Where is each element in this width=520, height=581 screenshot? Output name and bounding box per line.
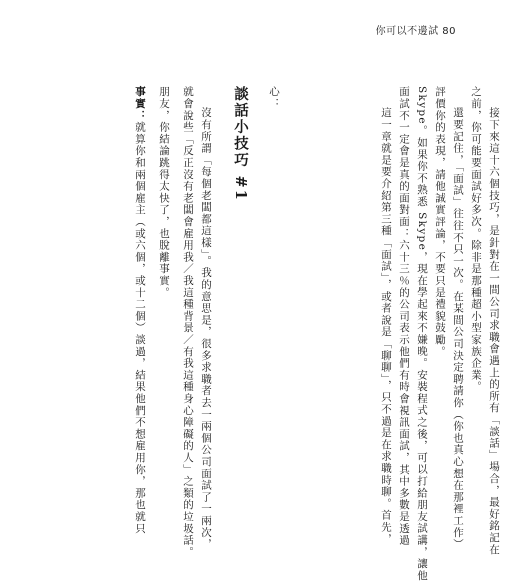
fact-label: 事實：: [134, 86, 146, 122]
paragraph-line: 心：: [268, 86, 280, 110]
running-header: 你可以不邊試 80: [375, 26, 456, 37]
paragraph-line: 這一章就是要介紹第三種「面試」，或者說是「聊聊」，只不過是在求職時聊。首先，: [380, 107, 392, 545]
paragraph-line: 面試不一定會是真的面對面：六十三％的公司表示他們有時會視訊面試，其中多數是透過: [398, 86, 410, 547]
section-heading: 談話小技巧 #1: [232, 86, 249, 202]
paragraph-line: 還要記住，「面試」往往不只一次。在某間公司決定聘請你（你也真心想在那裡工作）: [452, 107, 464, 551]
paragraph-line: 接下來這十六個技巧，是針對在一間公司求職會遇上的所有「談話」場合，最好銘記在: [488, 107, 500, 556]
tip-line: 沒有所謂「每個老闆都這樣」。我的意思是，很多求職者去一兩個公司面試了一兩次，: [200, 107, 212, 551]
paragraph-line: 之前，你可能要面試好多次。除非是那種超小型家族企業。: [470, 86, 482, 393]
fact-text: 就算你和兩個雇主（或六個，或十二個）談過，結果他們不想雇用你，那也就只: [134, 121, 146, 535]
tip-line: 朋友，你結論跳得太快了，也脫離事實。: [158, 86, 170, 299]
paragraph-line: 評價你的表現，請他誠實評論，不要只是禮貌鼓勵。: [434, 86, 446, 358]
tip-line: [134, 86, 146, 534]
paragraph-line: Skype。如果你不熟悉 Skype，現在學起來不嫌晚。安裝程式之後，可以打給朋友試講，讓他: [416, 86, 428, 581]
tip-line: 就會說些「反正沒有老闆會雇用我／我這種背景／有我這種身心障礙的人」之類的垃圾話。: [182, 86, 194, 558]
